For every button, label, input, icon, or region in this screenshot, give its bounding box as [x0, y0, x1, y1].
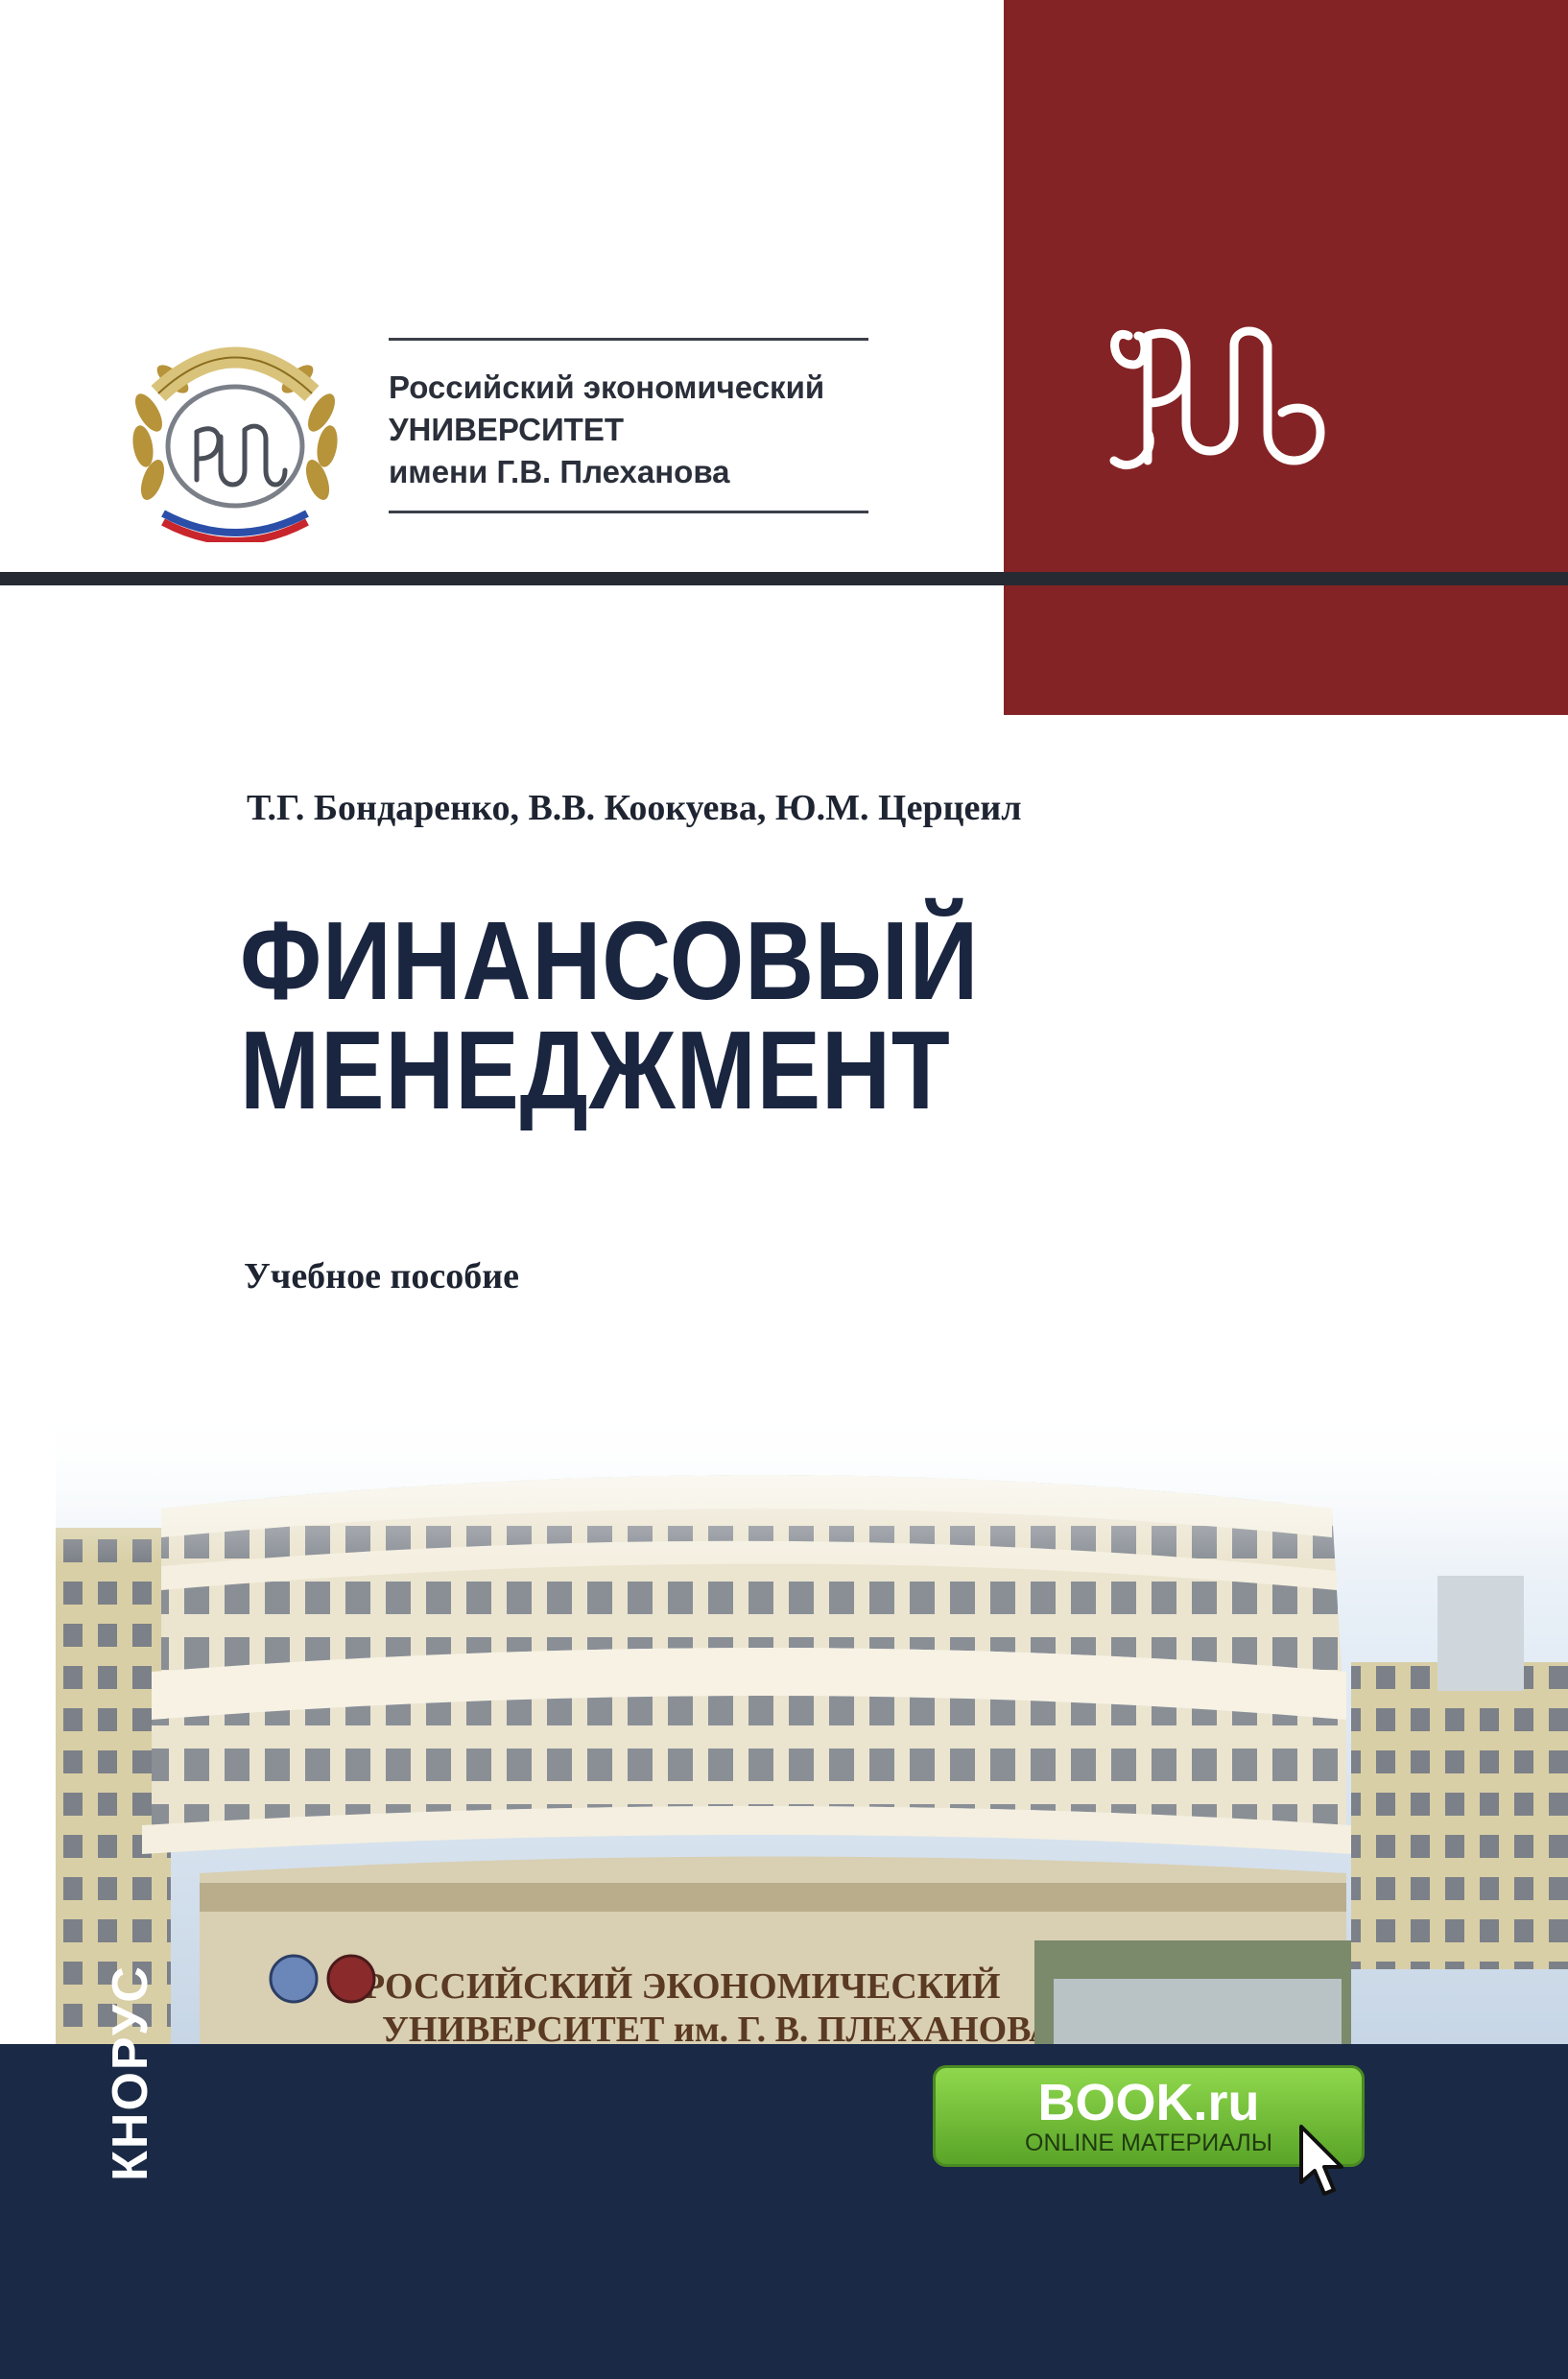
authors: Т.Г. Бондаренко, В.В. Коокуева, Ю.М. Церцеил — [247, 788, 1022, 828]
publisher-logo — [92, 1958, 169, 2188]
university-name-line3: имени Г.В. Плеханова — [389, 454, 730, 489]
book-title-line1: ФИНАНСОВЫЙ — [240, 898, 980, 1023]
book-subtitle: Учебное пособие — [244, 1256, 519, 1297]
book-title-line2: МЕНЕДЖМЕНТ — [240, 1008, 951, 1132]
university-name — [389, 367, 926, 493]
university-name-line2: УНИВЕРСИТЕТ — [389, 412, 624, 447]
cursor-icon — [1297, 2123, 1349, 2200]
book-title — [240, 898, 1230, 1132]
monogram-icon — [1090, 307, 1340, 480]
book-ru-title: BOOK.ru — [1037, 2074, 1260, 2131]
publisher-name: КНОРУС — [103, 1964, 158, 2181]
university-building-photo — [56, 1403, 1568, 2044]
book-ru-subtitle: ONLINE МАТЕРИАЛЫ — [1025, 2129, 1272, 2156]
divider-thin-bottom — [389, 511, 868, 513]
university-emblem-icon — [120, 326, 350, 542]
university-name-line1: Российский экономический — [389, 369, 825, 405]
divider-thin-top — [389, 338, 868, 341]
divider-thick — [0, 572, 1568, 585]
